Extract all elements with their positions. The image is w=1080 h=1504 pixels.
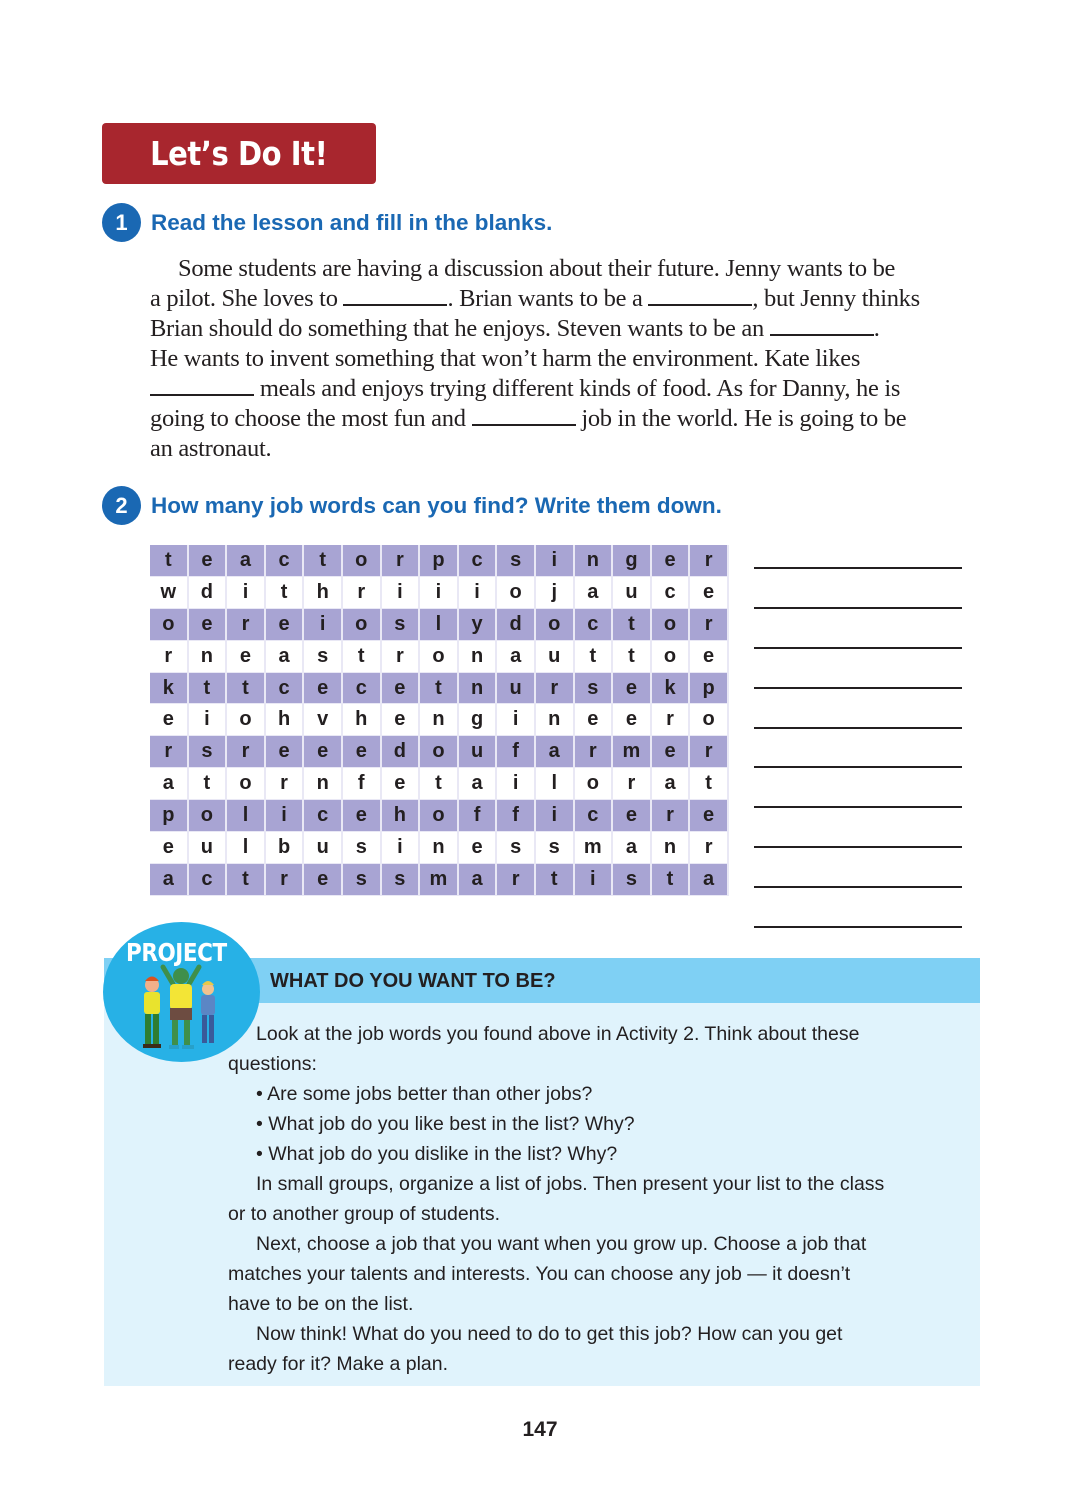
banner-title: Let’s Do It!	[150, 134, 328, 173]
answer-line[interactable]	[754, 727, 962, 767]
activity-number-badge: 2	[102, 486, 141, 525]
grid-letter[interactable]: c	[266, 545, 305, 577]
grid-letter[interactable]: c	[575, 800, 614, 832]
grid-letter[interactable]: a	[690, 864, 729, 896]
grid-letter[interactable]: i	[497, 704, 536, 736]
project-question: • Are some jobs better than other jobs?	[256, 1083, 593, 1105]
project-line: ready for it? Make a plan.	[228, 1353, 449, 1375]
grid-letter[interactable]: s	[497, 545, 536, 577]
grid-letter[interactable]: p	[150, 800, 189, 832]
grid-letter[interactable]: u	[459, 736, 498, 768]
grid-letter[interactable]: c	[575, 609, 614, 641]
grid-letter[interactable]: c	[459, 545, 498, 577]
grid-letter[interactable]: o	[652, 609, 691, 641]
grid-letter[interactable]: e	[382, 704, 421, 736]
grid-letter[interactable]: n	[536, 704, 575, 736]
grid-letter[interactable]: e	[652, 736, 691, 768]
grid-letter[interactable]: r	[690, 736, 729, 768]
grid-letter[interactable]: c	[266, 673, 305, 705]
grid-letter[interactable]: a	[150, 768, 189, 800]
activity-1-title: Read the lesson and fill in the blanks.	[151, 209, 553, 235]
grid-letter[interactable]: a	[652, 768, 691, 800]
grid-letter[interactable]: m	[613, 736, 652, 768]
grid-letter[interactable]: e	[304, 864, 343, 896]
grid-letter[interactable]: t	[613, 641, 652, 673]
grid-letter[interactable]: r	[150, 736, 189, 768]
passage-text: job in the world. He is going to be	[575, 405, 907, 432]
grid-letter[interactable]: o	[575, 768, 614, 800]
passage-text: meals and enjoys trying different kinds of food. As for Danny, he is	[254, 375, 901, 402]
passage-line	[150, 374, 980, 404]
answer-line[interactable]	[754, 687, 962, 727]
project-label: PROJECT	[126, 938, 227, 967]
grid-letter[interactable]: e	[613, 704, 652, 736]
project-heading: WHAT DO YOU WANT TO BE?	[270, 970, 556, 992]
grid-letter[interactable]: t	[690, 768, 729, 800]
grid-letter[interactable]: h	[304, 577, 343, 609]
passage-line	[150, 284, 980, 314]
grid-letter[interactable]: a	[227, 545, 266, 577]
grid-letter[interactable]: o	[497, 577, 536, 609]
grid-letter[interactable]: d	[497, 609, 536, 641]
grid-letter[interactable]: l	[227, 800, 266, 832]
grid-letter[interactable]: t	[266, 577, 305, 609]
grid-letter[interactable]: r	[652, 800, 691, 832]
grid-letter[interactable]: i	[497, 768, 536, 800]
grid-letter[interactable]: t	[420, 673, 459, 705]
grid-letter[interactable]: i	[304, 609, 343, 641]
answer-line[interactable]	[754, 766, 962, 806]
grid-letter[interactable]: e	[613, 800, 652, 832]
grid-letter[interactable]: s	[613, 864, 652, 896]
grid-letter[interactable]: n	[420, 704, 459, 736]
grid-letter[interactable]: r	[536, 673, 575, 705]
page-number: 147	[522, 1418, 558, 1441]
grid-letter[interactable]: u	[189, 832, 228, 864]
grid-letter[interactable]: o	[227, 768, 266, 800]
grid-letter[interactable]: t	[536, 864, 575, 896]
grid-letter[interactable]: n	[652, 832, 691, 864]
grid-letter[interactable]: r	[227, 736, 266, 768]
grid-letter[interactable]: u	[613, 577, 652, 609]
grid-letter[interactable]: o	[420, 800, 459, 832]
answer-line[interactable]	[754, 806, 962, 846]
grid-letter[interactable]: r	[227, 609, 266, 641]
grid-letter[interactable]: s	[536, 832, 575, 864]
grid-letter[interactable]: e	[343, 800, 382, 832]
grid-letter[interactable]: n	[459, 673, 498, 705]
grid-letter[interactable]: c	[343, 673, 382, 705]
grid-letter[interactable]: c	[652, 577, 691, 609]
answer-line[interactable]	[754, 647, 962, 687]
grid-letter[interactable]: t	[227, 673, 266, 705]
grid-letter[interactable]: d	[382, 736, 421, 768]
passage-text: , but Jenny thinks	[752, 285, 920, 312]
grid-letter[interactable]: c	[304, 800, 343, 832]
project-line: Next, choose a job that you want when you grow up. Choose a job that	[256, 1233, 867, 1255]
passage-text: going to choose the most fun and	[150, 405, 472, 432]
passage-line	[150, 404, 980, 434]
grid-letter[interactable]: l	[227, 832, 266, 864]
grid-letter[interactable]: f	[497, 736, 536, 768]
grid-letter[interactable]: s	[189, 736, 228, 768]
grid-letter[interactable]: a	[459, 864, 498, 896]
fill-in-passage	[150, 254, 980, 464]
passage-line	[150, 314, 980, 344]
grid-letter[interactable]: u	[304, 832, 343, 864]
grid-letter[interactable]: a	[613, 832, 652, 864]
grid-letter[interactable]: a	[150, 864, 189, 896]
grid-letter[interactable]: i	[382, 577, 421, 609]
grid-letter[interactable]: s	[497, 832, 536, 864]
grid-letter[interactable]: o	[690, 704, 729, 736]
grid-letter[interactable]: r	[690, 609, 729, 641]
grid-letter[interactable]: j	[536, 577, 575, 609]
activity-2-header	[102, 486, 722, 525]
grid-letter[interactable]: i	[382, 832, 421, 864]
grid-letter[interactable]: g	[459, 704, 498, 736]
grid-letter[interactable]: t	[304, 545, 343, 577]
grid-letter[interactable]: e	[227, 641, 266, 673]
grid-letter[interactable]: d	[189, 577, 228, 609]
grid-letter[interactable]: s	[343, 864, 382, 896]
grid-letter[interactable]: i	[420, 577, 459, 609]
passage-text: a pilot. She loves to	[150, 285, 344, 312]
grid-letter[interactable]: r	[613, 768, 652, 800]
lets-do-it-banner	[102, 123, 376, 184]
passage-line	[150, 254, 980, 284]
grid-letter[interactable]: i	[536, 545, 575, 577]
grid-letter[interactable]: h	[266, 704, 305, 736]
grid-letter[interactable]: r	[690, 545, 729, 577]
grid-letter[interactable]: e	[189, 609, 228, 641]
grid-letter[interactable]: e	[343, 736, 382, 768]
grid-letter[interactable]: m	[420, 864, 459, 896]
grid-letter[interactable]: a	[497, 641, 536, 673]
grid-letter[interactable]: n	[189, 641, 228, 673]
passage-text: Brian should do something that he enjoys. Steven wants to be an	[150, 315, 770, 342]
fill-in-blank[interactable]	[150, 376, 254, 396]
grid-letter[interactable]: t	[420, 768, 459, 800]
grid-letter[interactable]: e	[690, 577, 729, 609]
grid-letter[interactable]: t	[150, 545, 189, 577]
project-line: or to another group of students.	[228, 1203, 501, 1225]
grid-letter[interactable]: i	[266, 800, 305, 832]
grid-letter[interactable]: e	[266, 736, 305, 768]
grid-letter[interactable]: s	[382, 609, 421, 641]
answer-lines	[754, 567, 962, 966]
grid-letter[interactable]: f	[459, 800, 498, 832]
grid-letter[interactable]: e	[690, 641, 729, 673]
kids-illustration-icon	[135, 963, 225, 1055]
grid-letter[interactable]: c	[189, 864, 228, 896]
grid-letter[interactable]: i	[575, 864, 614, 896]
grid-letter[interactable]: l	[536, 768, 575, 800]
grid-letter[interactable]: n	[459, 641, 498, 673]
grid-letter[interactable]: t	[652, 864, 691, 896]
grid-letter[interactable]: u	[536, 641, 575, 673]
project-question: • What job do you like best in the list? Why?	[256, 1113, 635, 1135]
grid-letter[interactable]: e	[652, 545, 691, 577]
grid-letter[interactable]: e	[304, 736, 343, 768]
fill-in-blank[interactable]	[770, 316, 874, 336]
grid-letter[interactable]: r	[382, 641, 421, 673]
grid-letter[interactable]: t	[343, 641, 382, 673]
passage-text: .	[873, 315, 880, 342]
word-search-grid	[150, 545, 729, 896]
grid-letter[interactable]: e	[150, 832, 189, 864]
grid-letter[interactable]: w	[150, 577, 189, 609]
grid-letter[interactable]: t	[189, 768, 228, 800]
grid-letter[interactable]: o	[652, 641, 691, 673]
grid-letter[interactable]: f	[497, 800, 536, 832]
grid-letter[interactable]: u	[497, 673, 536, 705]
grid-letter[interactable]: e	[575, 704, 614, 736]
project-line: Now think! What do you need to do to get this job? How can you get	[256, 1323, 843, 1345]
grid-letter[interactable]: e	[189, 545, 228, 577]
grid-letter[interactable]: o	[189, 800, 228, 832]
project-line: have to be on the list.	[228, 1293, 414, 1315]
project-line: questions:	[228, 1053, 317, 1075]
grid-letter[interactable]: o	[150, 609, 189, 641]
grid-letter[interactable]: a	[575, 577, 614, 609]
grid-letter[interactable]: b	[266, 832, 305, 864]
grid-letter[interactable]: n	[575, 545, 614, 577]
grid-letter[interactable]: e	[382, 673, 421, 705]
grid-letter[interactable]: r	[266, 768, 305, 800]
grid-letter[interactable]: o	[343, 609, 382, 641]
grid-letter[interactable]: o	[536, 609, 575, 641]
grid-letter[interactable]: e	[459, 832, 498, 864]
grid-letter[interactable]: s	[343, 832, 382, 864]
grid-letter[interactable]: e	[150, 704, 189, 736]
grid-letter[interactable]: t	[227, 864, 266, 896]
grid-letter[interactable]: r	[497, 864, 536, 896]
passage-text: an astronaut.	[150, 435, 272, 462]
grid-letter[interactable]: a	[266, 641, 305, 673]
grid-letter[interactable]: o	[420, 736, 459, 768]
grid-letter[interactable]: h	[343, 704, 382, 736]
grid-letter[interactable]: o	[227, 704, 266, 736]
grid-letter[interactable]: i	[227, 577, 266, 609]
grid-letter[interactable]: v	[304, 704, 343, 736]
activity-2-title: How many job words can you find? Write them down.	[151, 492, 722, 518]
passage-line	[150, 344, 980, 374]
project-line: matches your talents and interests. You can choose any job — it doesn’t	[228, 1263, 851, 1285]
activity-1-header	[102, 203, 552, 242]
grid-letter[interactable]: s	[575, 673, 614, 705]
grid-letter[interactable]: n	[420, 832, 459, 864]
grid-letter[interactable]: s	[304, 641, 343, 673]
project-line: In small groups, organize a list of jobs. Then present your list to the class	[256, 1173, 885, 1195]
grid-letter[interactable]: e	[266, 609, 305, 641]
grid-letter[interactable]: f	[343, 768, 382, 800]
passage-text: He wants to invent something that won’t harm the environment. Kate likes	[150, 345, 861, 372]
grid-letter[interactable]: r	[343, 577, 382, 609]
passage-line	[150, 434, 980, 464]
grid-letter[interactable]: s	[382, 864, 421, 896]
answer-line[interactable]	[754, 607, 962, 647]
grid-letter[interactable]: k	[150, 673, 189, 705]
grid-letter[interactable]: t	[613, 609, 652, 641]
grid-letter[interactable]: t	[575, 641, 614, 673]
grid-letter[interactable]: i	[459, 577, 498, 609]
grid-letter[interactable]: e	[613, 673, 652, 705]
fill-in-blank[interactable]	[472, 406, 576, 426]
project-line: Look at the job words you found above in Activity 2. Think about these	[256, 1023, 860, 1045]
grid-letter[interactable]: a	[459, 768, 498, 800]
answer-line[interactable]	[754, 846, 962, 886]
fill-in-blank[interactable]	[648, 286, 752, 306]
grid-letter[interactable]: n	[304, 768, 343, 800]
grid-letter[interactable]: r	[382, 545, 421, 577]
grid-letter[interactable]: k	[652, 673, 691, 705]
passage-text: Some students are having a discussion about their future. Jenny wants to be	[178, 255, 896, 282]
grid-letter[interactable]: r	[652, 704, 691, 736]
grid-letter[interactable]: p	[690, 673, 729, 705]
grid-letter[interactable]: y	[459, 609, 498, 641]
grid-letter[interactable]: e	[304, 673, 343, 705]
grid-letter[interactable]: t	[189, 673, 228, 705]
grid-letter[interactable]: e	[382, 768, 421, 800]
passage-text: . Brian wants to be a	[447, 285, 649, 312]
activity-number-badge: 1	[102, 203, 141, 242]
answer-line[interactable]	[754, 567, 962, 607]
grid-letter[interactable]: i	[189, 704, 228, 736]
grid-letter[interactable]: r	[150, 641, 189, 673]
grid-letter[interactable]: r	[690, 832, 729, 864]
grid-letter[interactable]: a	[536, 736, 575, 768]
answer-line[interactable]	[754, 886, 962, 926]
grid-letter[interactable]: i	[536, 800, 575, 832]
grid-letter[interactable]: e	[690, 800, 729, 832]
grid-letter[interactable]: l	[420, 609, 459, 641]
grid-letter[interactable]: r	[575, 736, 614, 768]
grid-letter[interactable]: m	[575, 832, 614, 864]
fill-in-blank[interactable]	[343, 286, 447, 306]
grid-letter[interactable]: g	[613, 545, 652, 577]
project-question: • What job do you dislike in the list? Why?	[256, 1143, 618, 1165]
project-instructions	[228, 1019, 973, 1379]
grid-letter[interactable]: o	[420, 641, 459, 673]
grid-letter[interactable]: h	[382, 800, 421, 832]
grid-letter[interactable]: r	[266, 864, 305, 896]
grid-letter[interactable]: p	[420, 545, 459, 577]
grid-letter[interactable]: o	[343, 545, 382, 577]
